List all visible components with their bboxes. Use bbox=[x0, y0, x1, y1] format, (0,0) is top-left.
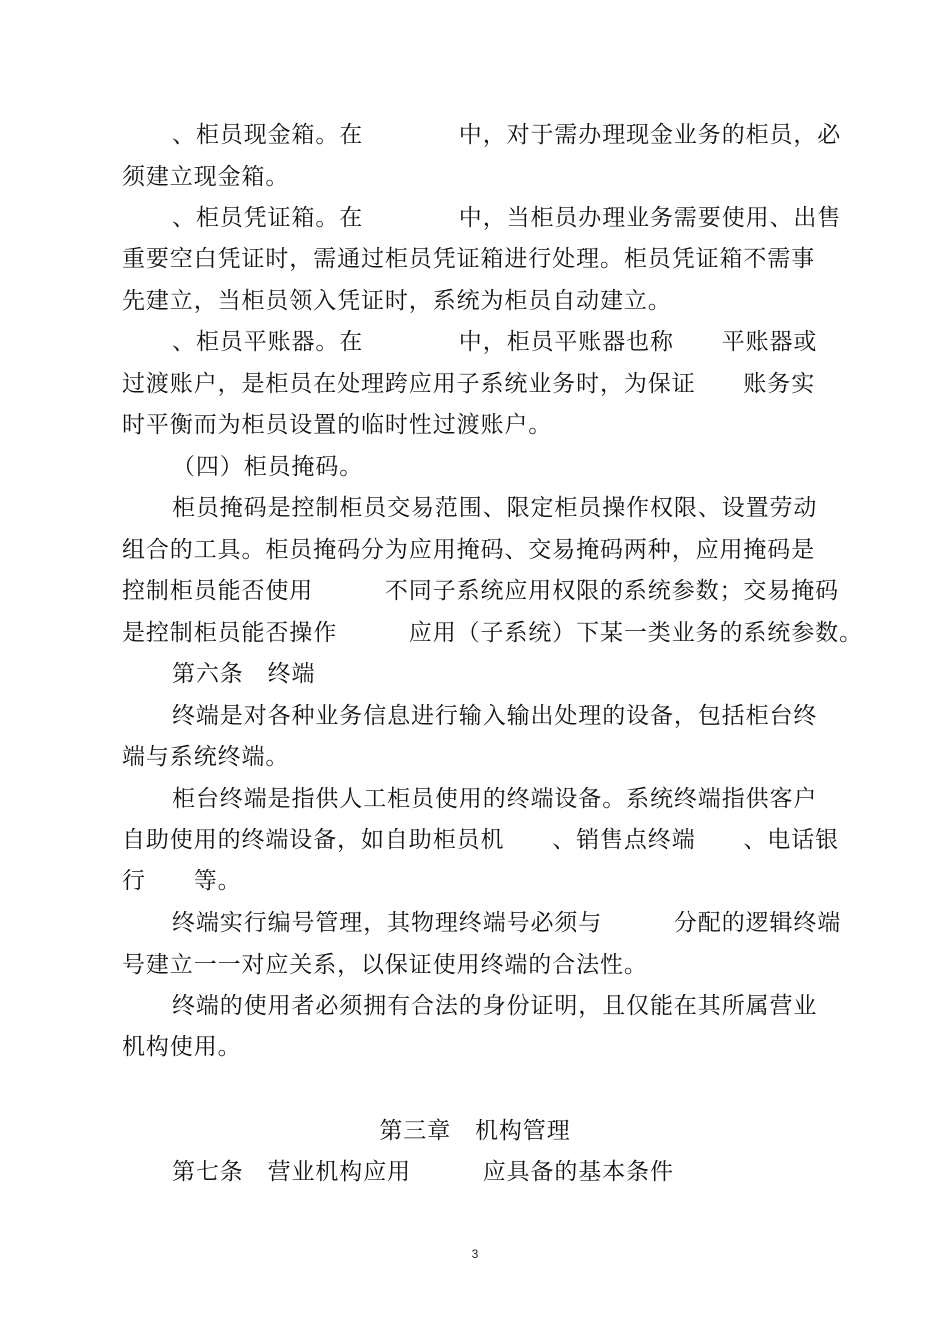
chapter-title: 第三章 机构管理 bbox=[379, 1118, 571, 1144]
text-line: 终端是对各种业务信息进行输入输出处理的设备，包括柜台终 bbox=[172, 703, 818, 729]
text-line: 行 等。 bbox=[122, 868, 242, 894]
text-line: 重要空白凭证时，需通过柜员凭证箱进行处理。柜员凭证箱不需事 bbox=[122, 246, 816, 272]
page-number: 3 bbox=[471, 1247, 479, 1261]
text-line: 终端实行编号管理，其物理终端号必须与 分配的逻辑终端 bbox=[172, 910, 842, 936]
text-line: 先建立，当柜员领入凭证时，系统为柜员自动建立。 bbox=[122, 288, 672, 314]
text-line: 须建立现金箱。 bbox=[122, 164, 290, 190]
article-heading: 第七条 营业机构应用 应具备的基本条件 bbox=[172, 1159, 674, 1185]
text-line: 时平衡而为柜员设置的临时性过渡账户。 bbox=[122, 412, 553, 438]
article-heading: 第六条 终端 bbox=[172, 661, 316, 687]
text-line: 端与系统终端。 bbox=[122, 744, 290, 770]
text-line: 是控制柜员能否操作 应用（子系统）下某一类业务的系统参数。 bbox=[122, 620, 863, 646]
text-line: 组合的工具。柜员掩码分为应用掩码、交易掩码两种，应用掩码是 bbox=[122, 537, 816, 563]
text-line: 柜台终端是指供人工柜员使用的终端设备。系统终端指供客户 bbox=[172, 786, 818, 812]
text-line: 、柜员现金箱。在 中，对于需办理现金业务的柜员，必 bbox=[172, 122, 842, 148]
text-line: 机构使用。 bbox=[122, 1034, 242, 1060]
section-heading: （四）柜员掩码。 bbox=[172, 454, 364, 480]
text-line: 过渡账户，是柜员在处理跨应用子系统业务时，为保证 账务实 bbox=[122, 371, 816, 397]
text-line: 号建立一一对应关系，以保证使用终端的合法性。 bbox=[122, 952, 648, 978]
text-line: 、柜员凭证箱。在 中，当柜员办理业务需要使用、出售 bbox=[172, 205, 842, 231]
text-line: 控制柜员能否使用 不同子系统应用权限的系统参数；交易掩码 bbox=[122, 578, 839, 604]
text-line: 终端的使用者必须拥有合法的身份证明，且仅能在其所属营业 bbox=[172, 993, 818, 1019]
text-line: 柜员掩码是控制柜员交易范围、限定柜员操作权限、设置劳动 bbox=[172, 495, 818, 521]
text-line: 、柜员平账器。在 中，柜员平账器也称 平账器或 bbox=[172, 329, 818, 355]
text-line: 自助使用的终端设备，如自助柜员机 、销售点终端 、电话银 bbox=[122, 827, 839, 853]
